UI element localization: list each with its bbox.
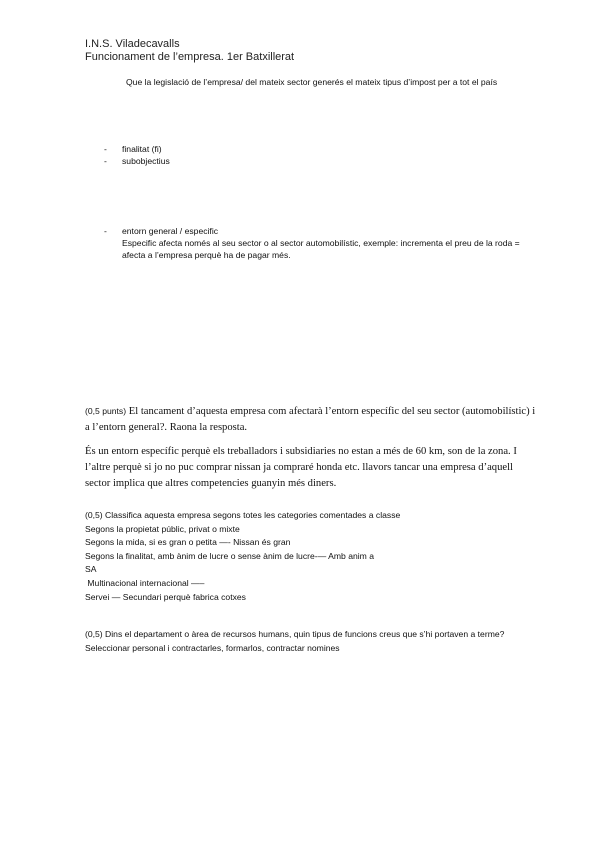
question-2-line: Segons la finalitat, amb ànim de lucre o sense ànim de lucre-— Amb anim a — [85, 550, 374, 561]
bullet-dash: - — [104, 156, 107, 166]
school-name: I.N.S. Viladecavalls — [85, 38, 180, 50]
question-2-line: SA — [85, 564, 97, 575]
list-item — [104, 225, 534, 237]
points-label: (0,5 punts) — [85, 406, 127, 416]
question-3 — [85, 628, 537, 655]
question-1-text — [85, 403, 537, 436]
question-1 — [85, 403, 537, 492]
question-2-prompt: (0,5) Classifica aquesta empresa segons totes les categories comentades a classe — [85, 510, 401, 520]
list-item — [104, 155, 524, 167]
goals-list — [104, 143, 524, 167]
question-3-answer: Seleccionar personal i contractarles, formarlos, contractar nomines — [85, 642, 340, 653]
list-item — [104, 143, 524, 155]
question-1-body: El tancament d’aquesta empresa com afectarà l’entorn específic del seu sector (automobilístic) i a l’entorn general?. Raona la resposta. — [85, 406, 536, 433]
question-1-answer: És un entorn específic perquè els treballadors i subsidiaries no estan a més de 60 km, son de la zona. I l’altre perquè si jo no puc comprar nissan ja compraré honda etc. llavors tancar una empresa d’aquell sector implica que altres competencies guanyin més diners. — [85, 446, 517, 489]
document-header — [85, 38, 515, 64]
bullet-dash: - — [104, 226, 107, 236]
question-2-line: Multinacional internacional —– — [85, 577, 205, 588]
question-2-line: Servei — Secundari perquè fabrica cotxes — [85, 591, 246, 602]
environment-section — [104, 225, 534, 261]
environment-label: entorn general / especific — [122, 226, 219, 236]
intro-paragraph: Que la legislació de l’empresa/ del mateix sector generés el mateix tipus d’impost per a tot el país — [126, 77, 498, 87]
question-2 — [85, 509, 537, 604]
question-2-line: Segons la propietat públic, privat o mixte — [85, 523, 240, 534]
bullet-dash: - — [104, 144, 107, 154]
goal-item-label: subobjectius — [122, 156, 170, 166]
question-3-prompt: (0,5) Dins el departament o àrea de recursos humans, quin tipus de funcions creus que s’hi portaven a terme? — [85, 629, 505, 639]
course-title: Funcionament de l’empresa. 1er Batxillerat — [85, 51, 295, 63]
question-2-line: Segons la mida, si es gran o petita —- Nissan és gran — [85, 537, 291, 548]
environment-explanation: Especific afecta només al seu sector o al sector automobilístic, exemple: incrementa el preu de la roda = afecta a l’empresa perquè ha de pagar més. — [122, 238, 520, 260]
goal-item-label: finalitat (fi) — [122, 144, 162, 154]
